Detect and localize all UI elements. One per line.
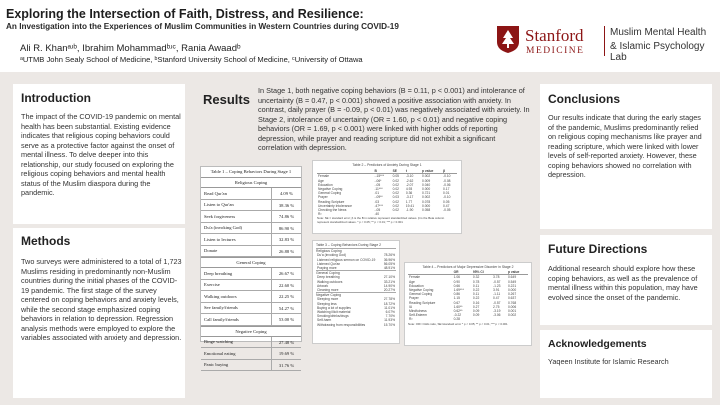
table4-grid (408, 270, 528, 321)
table4-cell: -0.22 (453, 313, 462, 318)
table3-row-value: 27.78% (383, 297, 395, 302)
stanford-lab-logo (495, 24, 715, 63)
table4-cell: 0.002 (507, 313, 517, 318)
table1-row (201, 223, 301, 235)
logo-medicine-text: MEDICINE (526, 46, 585, 56)
table4-cell: 0.768 (507, 300, 517, 305)
table3-row-value: 56.05% (383, 261, 395, 266)
table4-cell: 0.16 (472, 300, 480, 305)
table2-cell: 1.77 (405, 199, 413, 204)
table3-row-label: Smoking/drinks/drugs (317, 314, 349, 319)
table3-row-value: 18.72% (383, 301, 395, 306)
table2-cell: 0.721 (421, 191, 431, 196)
table2-cell: 0.040 (421, 182, 431, 187)
table2-cell: 0.009 (421, 178, 431, 183)
table4-cell: 0.22 (472, 288, 480, 293)
table2-cell: -3.17 (405, 195, 414, 200)
table4-cell: -1.11 (493, 292, 501, 297)
table2-cell: Education (318, 182, 333, 187)
table1-row-label: Donate (204, 248, 218, 254)
methods-panel (13, 228, 185, 398)
table2-cell: Age (318, 178, 324, 183)
table3-row-value: 6.07% (385, 310, 395, 315)
table2-cell: 0.02 (392, 187, 400, 192)
table3-row-label: Buying a lot of supplies (317, 305, 351, 310)
table2-cell: 0.078 (421, 199, 431, 204)
table4-cell: 0.649 (507, 275, 517, 280)
table2-note: Note: SE = standard error; β is the B in relative represent standardized values. β is the Beta column represent standardized values. * p < 0.05; ** p < 0.01; *** p < 0.001 (317, 216, 445, 224)
table3-row-label: Listened Qur'an (317, 261, 341, 266)
table4-column-header: 95% CI (472, 270, 484, 275)
introduction-panel (13, 84, 185, 224)
table3-row-label: Self-harm (317, 318, 332, 323)
table4-cell: 0.549 (507, 279, 517, 284)
table4-cell: 0.28 (453, 317, 461, 322)
table2-cell: -0.10 (443, 174, 451, 179)
table4-cell: 3.78 (493, 275, 500, 280)
table1-row-value: 31.76 % (271, 360, 301, 371)
table2-cell: Prayer (318, 195, 328, 200)
table1-row-value: 54.27 % (271, 303, 301, 314)
future-directions-panel (540, 235, 712, 325)
table4-cell: 0.001 (507, 309, 517, 314)
table4-cell: Female (409, 275, 420, 280)
table1-row-label: Listen to Qur'an (204, 202, 234, 208)
table4-cell: 1.69*** (453, 288, 464, 293)
table2-column-header: t (405, 169, 407, 174)
poster-subtitle: An Investigation into the Experiences of Muslim Communities in Western Countries during COVID-19 (6, 22, 399, 31)
table2-grid (317, 169, 457, 216)
logo-divider (604, 26, 605, 56)
table4-cell: Reading Scripture (409, 300, 436, 305)
table4-cell: Prayer (409, 296, 419, 301)
table3-general-header: General Coping (316, 270, 396, 275)
table1-row-label: Exercise (204, 282, 220, 288)
table1-coping-stage1 (200, 166, 302, 368)
table3-row (316, 323, 396, 327)
table1-row-value: 27.48 % (271, 337, 301, 348)
table4-cell: R² (409, 317, 413, 322)
table3-row-value: 27.10% (383, 275, 395, 280)
table3-row-label: Watching illicit material (317, 310, 351, 315)
table4-cell: 0.86 (453, 292, 461, 297)
table3-row-value: 48.91% (383, 266, 395, 271)
table2-cell: -2.62 (405, 178, 414, 183)
table4-cell: -3.06 (493, 313, 501, 318)
table3-row-value: 20.27% (383, 288, 395, 293)
table2-cell: 0.058 (421, 208, 431, 213)
table1-row-value: 26.88 % (271, 246, 301, 257)
table4-cell: Education (409, 283, 424, 288)
table2-cell: 0.05 (443, 199, 450, 204)
table1-row (201, 303, 301, 315)
methods-title: Methods (21, 234, 71, 248)
table3-coping-stage2 (312, 240, 400, 344)
table1-row-value: 22.60 % (271, 280, 301, 291)
table1-row (201, 337, 301, 349)
table4-cell: 0.09 (472, 309, 480, 314)
table4-cell: 1.06 (453, 275, 461, 280)
table4-cell: 0.78 (472, 279, 480, 284)
table4-cell: 1.60** (453, 304, 463, 309)
table2-cell: 0.000 (421, 203, 431, 208)
lab-name-line1: Muslim Mental Health (610, 27, 707, 38)
table1-row-label: Seek forgiveness (204, 213, 236, 219)
table3-row-value: 14.90% (383, 283, 395, 288)
future-directions-title: Future Directions (548, 242, 648, 256)
table4-column-header: p value (507, 270, 520, 275)
table1-row (201, 268, 301, 280)
table1-religious-rows (201, 188, 301, 257)
table1-row-label: See family/friends (204, 305, 238, 311)
lab-name-line2: & Islamic Psychology Lab (610, 41, 705, 63)
table2-cell: -.05 (374, 182, 381, 187)
table2-cell: Reading Scripture (318, 199, 345, 204)
table2-cell: -1.90 (405, 208, 414, 213)
table1-row-value: 86.90 % (271, 223, 301, 234)
table1-row-label: Call family/friends (204, 316, 239, 322)
table1-row (201, 246, 301, 258)
table2-cell (442, 212, 457, 216)
table1-religious-header: Religious Coping (201, 177, 301, 188)
poster-title: Exploring the Intersection of Faith, Distress, and Resilience: (6, 7, 364, 21)
table4-cell: 0.000 (507, 288, 517, 293)
table2-predictors-anxiety (312, 160, 462, 234)
table3-row-label: Du'a (invoking God) (317, 253, 347, 258)
table2-cell: 0.000 (421, 187, 431, 192)
table4-cell: 0.66 (453, 283, 461, 288)
table3-row-value: 33.21% (383, 279, 395, 284)
table3-row-label: Artwork (317, 283, 329, 288)
table4-note: Note: OR= Odds ratio, SE=standard error * p < 0.05; ** p < 0.01; *** p < 0.001 (408, 321, 508, 326)
table1-general-header: General Coping (201, 257, 301, 268)
table1-row-value: 38.36 % (271, 200, 301, 211)
table4-cell: -0.57 (493, 279, 501, 284)
table4-cell: 1.15 (453, 296, 461, 301)
conclusions-panel (540, 84, 712, 229)
table1-row-value: 32.83 % (271, 234, 301, 245)
table2-cell: -3.10 (405, 174, 414, 179)
table4-cell: -1.23 (493, 283, 501, 288)
table1-row (201, 188, 301, 200)
table4-cell: Negative Coping (409, 288, 434, 293)
table2-cell: -0.10 (443, 195, 451, 200)
table3-row-value: 11.93% (384, 318, 395, 323)
table1-row (201, 200, 301, 212)
table3-row-value: 36.96% (383, 257, 395, 262)
table2-column-header: SE (392, 169, 397, 174)
table4-cell: 0.11 (472, 292, 480, 297)
table2-cell: 0.002 (421, 174, 431, 179)
table1-row-value: 22.25 % (271, 291, 301, 302)
table2-cell: 0.01 (443, 191, 450, 196)
table2-cell: -0.08 (443, 178, 451, 183)
table2-column-header: B (374, 169, 377, 174)
table3-row-value: 7.70% (385, 314, 395, 319)
table1-caption: Table 1 – Coping Behaviors During Stage 1 (210, 169, 292, 174)
table1-general-rows (201, 268, 301, 326)
table4-cell: General Coping (409, 292, 433, 297)
poster-header (0, 0, 720, 72)
table2-cell: Female (318, 174, 329, 179)
acknowledgements-title: Acknowledgements (548, 338, 647, 350)
conclusions-title: Conclusions (548, 92, 621, 106)
acknowledgements-panel (540, 330, 712, 398)
table4-cell: 0.27 (472, 304, 480, 309)
table1-row (201, 360, 301, 372)
table2-cell: General Coping (318, 191, 342, 196)
table1-row-label: Deep breathing (204, 270, 233, 276)
table3-negative-rows (316, 297, 396, 326)
table1-row (201, 314, 301, 326)
table2-cell: 0.02 (392, 208, 400, 213)
table3-row-value: 11.01% (384, 305, 395, 310)
table2-cell: 0.02 (392, 191, 400, 196)
table1-row-label: Walking outdoors (204, 293, 237, 299)
table2-cell: 0.002 (421, 195, 431, 200)
affiliations: ᵃUTMB John Sealy School of Medicine, ᵇStanford University School of Medicine, ᶜUniversity of Ottawa (20, 55, 363, 64)
table4-predictors-depression (404, 262, 532, 346)
table4-cell: 0.22 (472, 296, 480, 301)
table4-row (408, 317, 528, 321)
table2-cell: -.15*** (374, 174, 384, 179)
table1-row (201, 211, 301, 223)
table1-row-label: Emotional eating (204, 350, 236, 356)
table2-cell: 19.41 (405, 203, 415, 208)
table4-caption: Table 4 – Predictors of Major Depressive Disorder in Stage 2 (422, 265, 514, 269)
introduction-title: Introduction (21, 91, 91, 105)
table3-row-value: 15.70% (383, 322, 395, 327)
table2-cell: 0.17 (443, 187, 450, 192)
table2-cell: -.05 (374, 208, 381, 213)
table4-cell: 0.32 (472, 275, 480, 280)
table4-cell: -0.57 (493, 300, 501, 305)
table2-cell: 4.93 (405, 187, 413, 192)
table1-row-label: Binge watching (204, 339, 233, 345)
table3-religious-header: Religious Coping (316, 248, 396, 253)
results-text: In Stage 1, both negative coping behaviors (B = 0.11, p < 0.001) and intolerance of uncertainty (B = 0.47, p < 0.001) showed a positive association with anxiety. In contrast, daily prayer (B = -0.09, p < 0.01) was negatively associated with anxiety. In Stage 2, intolerance of uncertainty (OR = 1.60, p < 0.01) and negative coping behaviors (OR = 1.69, p < 0.001) were linked with higher odds of reporting depression, while prayer and reading scripture did not exhibit a significant correlation with depression. (258, 86, 530, 152)
table4-cell: -3.19 (493, 309, 501, 314)
table4-cell: 3.91 (493, 288, 500, 293)
table1-row-label: Panic buying (204, 362, 229, 368)
table2-cell: Uncertainty Intolerance (318, 203, 352, 208)
acknowledgements-text: Yaqeen Institute for Islamic Research (548, 357, 669, 366)
table3-row-label: Deep breathing (317, 275, 340, 280)
table2-cell: -.06* (374, 178, 382, 183)
logo-stanford-text: Stanford (525, 26, 584, 45)
table4-cell: 0.221 (507, 283, 517, 288)
table1-row (201, 234, 301, 246)
table2-cell: 0.02 (392, 182, 400, 187)
table3-row-label: Cleaning more (317, 288, 339, 293)
table1-row-value: 19.69 % (271, 348, 301, 359)
table3-row-label: Sleeping less (317, 301, 337, 306)
table2-cell: .47*** (374, 203, 383, 208)
table2-cell: 0.02 (392, 203, 400, 208)
table2-cell: 0.02 (392, 178, 400, 183)
table4-cell: 0.637 (507, 296, 517, 301)
table3-row-label: Withdrawing from responsibilities (317, 322, 366, 327)
stanford-tree-icon (495, 24, 521, 54)
table4-cell: 0.67 (453, 300, 461, 305)
table2-cell: R² (318, 212, 322, 217)
table4-cell: Age (409, 279, 415, 284)
table2-cell: 0.05 (392, 174, 400, 179)
table2-cell: .40 (374, 212, 380, 217)
results-title: Results (203, 92, 250, 107)
table3-row-label: Sleeping more (317, 297, 339, 302)
table1-negative-header: Negative Coping (201, 326, 301, 337)
table3-general-rows (316, 275, 396, 292)
table4-cell: 0.006 (507, 304, 517, 309)
table2-cell: Checking the News (318, 208, 347, 213)
table4-cell (472, 317, 492, 321)
table1-row-value: 53.00 % (271, 314, 301, 325)
table4-cell (507, 317, 528, 321)
introduction-text: The impact of the COVID-19 pandemic on mental health has been substantial. Existing evidence indicates that religious coping behaviors could serve as a protective factor against the onset of mental illness. To delve deeper into this relationship, our study focused on exploring the religious coping behaviors and mental health status of the Muslim diaspora during the pandemic. (21, 112, 181, 197)
conclusions-text: Our results indicate that during the early stages of the pandemic, Muslims predominantly relied on religious coping mechanisms like prayer and reading scripture, which were linked with lower levels of self-reported anxiety. However, these coping behaviors showed no correlation with depression. (548, 113, 702, 179)
table3-negative-header: Negative Coping (316, 292, 396, 297)
author-list: Ali R. Khanᵃʴᵇ, Ibrahim Mohammadᵇʴᶜ, Rania Awaadᵇ (20, 43, 241, 54)
table2-cell: -2.07 (405, 182, 414, 187)
future-directions-text: Additional research should explore how these coping behaviors, as well as the prevalence of mental illness within this population, may have evolved since the onset of the pandemic. (548, 264, 698, 302)
table2-cell: .03 (374, 199, 380, 204)
table2-caption: Table 2 – Predictors of Anxiety During Stage 1 (352, 163, 422, 167)
table4-cell: 0.267 (507, 292, 517, 297)
table4-cell: IU (409, 304, 413, 309)
table4-cell (492, 317, 507, 321)
table3-row-label: Listened religious sermon on COVID-19 (317, 257, 376, 262)
table4-cell: 0.62** (453, 309, 463, 314)
table4-cell: Self-Esteem (409, 313, 427, 318)
table4-cell: Mindfulness (409, 309, 427, 314)
table4-cell: 2.75 (493, 304, 500, 309)
table2-cell: .01 (374, 191, 380, 196)
table2-cell: 0.36 (405, 191, 413, 196)
table3-row-value: 78.26% (383, 253, 395, 258)
table4-cell: 0.90 (453, 279, 461, 284)
table1-row (201, 280, 301, 292)
table1-row (201, 291, 301, 303)
table2-cell: -0.06 (443, 182, 451, 187)
table1-row-value: 74.86 % (271, 211, 301, 222)
table2-cell: Negative Coping (318, 187, 343, 192)
table4-column-header: OR (453, 270, 459, 275)
table4-cell: 0.47 (493, 296, 500, 301)
table2-cell: 0.47 (443, 203, 450, 208)
table2-cell: -0.05 (443, 208, 451, 213)
table2-cell: .11*** (374, 187, 383, 192)
table1-row-value: 26.67 % (271, 268, 301, 279)
table1-row (201, 348, 301, 360)
table4-cell: 0.09 (472, 313, 480, 318)
table3-row-label: Praying more (317, 266, 337, 271)
table2-column-header: β (443, 169, 446, 174)
table1-row-label: Listen to lectures (204, 236, 236, 242)
table3-caption: Table 3 – Coping Behaviors During Stage 2 (316, 243, 382, 247)
table2-cell: 0.02 (392, 199, 400, 204)
table2-cell: -.09** (374, 195, 383, 200)
table1-row-label: Read Qur'an (204, 190, 227, 196)
table4-cell: 0.11 (472, 283, 480, 288)
table3-religious-rows (316, 253, 396, 270)
table1-negative-rows (201, 337, 301, 372)
table1-row-label: Du'a (invoking God) (204, 225, 243, 231)
table2-column-header: p value (421, 169, 434, 174)
methods-text: Two surveys were administered to a total of 1,723 Muslims residing in predominantly non-Muslim countries during the initial phases of the COVID-19 pandemic. The first stage of the survey centered on coping behaviors and anxiety levels, while the second stage emphasized coping behaviors in relation to depression. Regression analysis methods were employed to explore the variables associated with anxiety and depression. (21, 257, 182, 342)
table3-row-label: Walking outdoors (317, 279, 343, 284)
table2-cell: 0.03 (392, 195, 400, 200)
table1-row-value: 4.09 % (271, 188, 301, 199)
